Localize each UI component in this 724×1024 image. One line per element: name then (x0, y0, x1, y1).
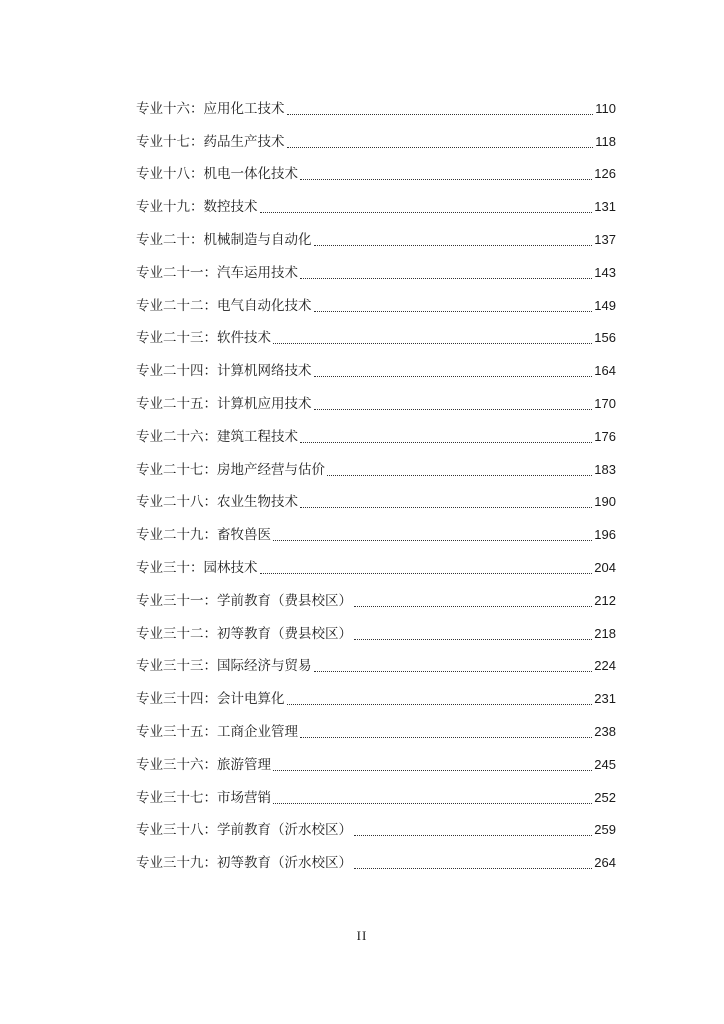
toc-entry-page: 164 (594, 363, 616, 379)
toc-dot-leader (260, 572, 593, 574)
toc-dot-leader (300, 506, 592, 508)
toc-entry-title: 专业三十：园林技术 (136, 559, 258, 576)
toc-entry-title: 专业三十九：初等教育（沂水校区） (136, 855, 352, 872)
toc-entry-page: 264 (594, 855, 616, 871)
toc-entry[interactable] (136, 613, 616, 646)
toc-entry-title: 专业三十二：初等教育（费县校区） (136, 625, 352, 642)
toc-entry-title: 专业三十八：学前教育（沂水校区） (136, 822, 352, 839)
toc-dot-leader (354, 867, 592, 869)
toc-entry-page: 118 (595, 133, 616, 149)
toc-dot-leader (273, 539, 592, 541)
toc-dot-leader (287, 703, 593, 705)
toc-entry[interactable] (136, 350, 616, 383)
toc-entry-page: 126 (594, 166, 616, 182)
toc-dot-leader (314, 670, 593, 672)
toc-entry[interactable] (136, 711, 616, 744)
toc-entry-title: 专业三十四：会计电算化 (136, 691, 285, 708)
toc-entry-page: 110 (595, 100, 616, 116)
toc-entry-title: 专业十六：应用化工技术 (136, 100, 285, 117)
toc-entry[interactable] (136, 482, 616, 515)
toc-entry-page: 224 (594, 658, 616, 674)
toc-entry-title: 专业二十六：建筑工程技术 (136, 428, 298, 445)
toc-dot-leader (354, 834, 592, 836)
toc-entry-page: 252 (594, 789, 616, 805)
toc-entry-title: 专业三十五：工商企业管理 (136, 723, 298, 740)
toc-entry[interactable] (136, 842, 616, 875)
toc-dot-leader (273, 342, 592, 344)
toc-entry-title: 专业三十三：国际经济与贸易 (136, 658, 312, 675)
toc-dot-leader (314, 375, 593, 377)
toc-entry[interactable] (136, 383, 616, 416)
toc-entry-title: 专业二十五：计算机应用技术 (136, 395, 312, 412)
toc-entry-title: 专业二十九：畜牧兽医 (136, 527, 271, 544)
toc-entry-page: 149 (594, 297, 616, 313)
toc-entry[interactable] (136, 514, 616, 547)
toc-entry-page: 131 (594, 199, 616, 215)
toc-entry-title: 专业十七：药品生产技术 (136, 133, 285, 150)
toc-entry[interactable] (136, 88, 616, 121)
toc-entry[interactable] (136, 186, 616, 219)
toc-entry[interactable] (136, 810, 616, 843)
toc-entry[interactable] (136, 646, 616, 679)
toc-entry-page: 137 (594, 231, 616, 247)
toc-entry[interactable] (136, 318, 616, 351)
toc-entry-page: 259 (594, 822, 616, 838)
toc-entry[interactable] (136, 154, 616, 187)
toc-entry-title: 专业二十七：房地产经营与估价 (136, 461, 325, 478)
toc-entry-page: 170 (594, 395, 616, 411)
toc-entry-page: 183 (594, 461, 616, 477)
toc-dot-leader (354, 638, 592, 640)
toc-entry[interactable] (136, 744, 616, 777)
toc-entry-page: 245 (594, 756, 616, 772)
toc-dot-leader (354, 605, 592, 607)
toc-entry[interactable] (136, 285, 616, 318)
toc-entry-title: 专业二十八：农业生物技术 (136, 494, 298, 511)
toc-entry-page: 218 (594, 625, 616, 641)
toc-dot-leader (273, 802, 592, 804)
toc-entry-page: 156 (594, 330, 616, 346)
toc-entry[interactable] (136, 580, 616, 613)
toc-entry-title: 专业二十四：计算机网络技术 (136, 363, 312, 380)
toc-entry[interactable] (136, 416, 616, 449)
toc-entry-title: 专业二十二：电气自动化技术 (136, 297, 312, 314)
toc-entry-page: 212 (594, 592, 616, 608)
toc-dot-leader (273, 769, 592, 771)
toc-dot-leader (314, 310, 593, 312)
toc-entry[interactable] (136, 777, 616, 810)
toc-entry[interactable] (136, 252, 616, 285)
toc-entry[interactable] (136, 219, 616, 252)
toc-entry-title: 专业二十三：软件技术 (136, 330, 271, 347)
toc-entry-title: 专业十八：机电一体化技术 (136, 166, 298, 183)
toc-entry-title: 专业二十一：汽车运用技术 (136, 264, 298, 281)
toc-entry-page: 176 (594, 428, 616, 444)
toc-dot-leader (314, 408, 593, 410)
toc-entry[interactable] (136, 449, 616, 482)
toc-dot-leader (327, 474, 592, 476)
toc-entry-page: 231 (594, 691, 616, 707)
toc-entry-page: 143 (594, 264, 616, 280)
toc-dot-leader (314, 244, 593, 246)
page-number: II (356, 928, 368, 943)
toc-entry-page: 204 (594, 559, 616, 575)
toc-dot-leader (300, 178, 592, 180)
toc-entry[interactable] (136, 547, 616, 580)
toc-dot-leader (300, 736, 592, 738)
toc-entry-title: 专业三十一：学前教育（费县校区） (136, 592, 352, 609)
toc-entry[interactable] (136, 121, 616, 154)
toc-entry-title: 专业三十七：市场营销 (136, 789, 271, 806)
toc-entry-title: 专业二十：机械制造与自动化 (136, 231, 312, 248)
toc-entry-title: 专业三十六：旅游管理 (136, 756, 271, 773)
toc-dot-leader (287, 146, 594, 148)
toc-dot-leader (287, 113, 594, 115)
toc-dot-leader (300, 441, 592, 443)
toc-dot-leader (260, 211, 593, 213)
toc-entry-page: 196 (594, 527, 616, 543)
toc-entry[interactable] (136, 678, 616, 711)
toc-entry-title: 专业十九：数控技术 (136, 199, 258, 216)
toc-dot-leader (300, 277, 592, 279)
toc-entry-page: 190 (594, 494, 616, 510)
toc-entry-page: 238 (594, 723, 616, 739)
table-of-contents (136, 88, 616, 875)
